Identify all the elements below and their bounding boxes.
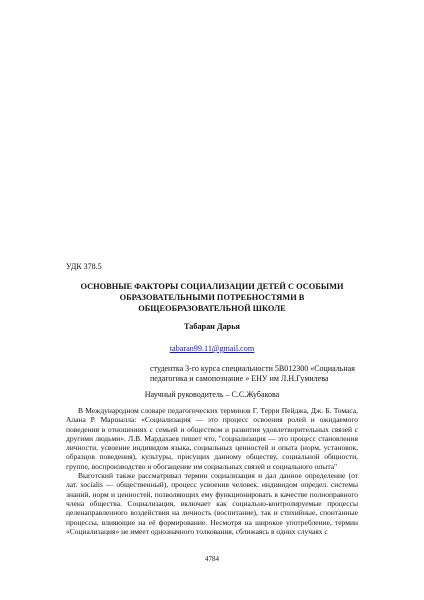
author-name: Табаран Дарья xyxy=(184,322,240,331)
body-paragraph: В Международном словаре педагогических терминов Г. Терри Пейджа, Дж. Б. Томаса, Алана Р. Маршалла: «Социализация — это процесс освоения ролей и ожидаемого поведения в отношениях с семьей и обществом и развития удовлетворительных связей с другими людьми». Л.В. Мардахаев пишет что, "социализация — это процесс становления личности, усвоение индивидом языка, социальных ценностей и опыта (норм, установок, образцов поведения), культуры, присущих данному обществу, социальной общности, группе, воспроизводство и обогащение им социальных связей и социального опыта" xyxy=(66,406,358,471)
page-number: 4784 xyxy=(205,555,219,563)
article-title: ОСНОВНЫЕ ФАКТОРЫ СОЦИАЛИЗАЦИИ ДЕТЕЙ С ОСОБЫМИ ОБРАЗОВАТЕЛЬНЫМИ ПОТРЕБНОСТЯМИ В ОБЩЕОБРАЗОВАТЕЛЬНОЙ ШКОЛЕ xyxy=(80,282,344,313)
author-affiliation: студентка 3-го курса специальности 5В012300 «Социальная педагогика и самопознание » ЕНУ им Л.Н.Гумилева xyxy=(150,364,355,383)
body-paragraph: Выготский также рассматривал термин социализация и дал данное определение (от лат. socialis — общественный), процесс усвоения человек. индивидом определ. системы знаний, норм и ценностей, позволяющих ему функционировать в качестве полноправного члена общества. Социализация, включает как социально-контролируемые процессы целенаправленного воздействия на личность (воспитание), так и стихийные, спонтанные процессы, влияющие на её формирование. Несмотря на широкое употребление, термин «Социализация» не имеет однозначного толкования, сближаясь в одних случаях с xyxy=(66,471,358,536)
udk-code: УДК 378.5 xyxy=(66,262,102,271)
author-email-link[interactable]: tabaran99.11@gmail.com xyxy=(169,344,255,353)
scientific-supervisor: Научный руководитель – С.С.Жубакова xyxy=(144,390,280,399)
article-body xyxy=(66,406,358,536)
